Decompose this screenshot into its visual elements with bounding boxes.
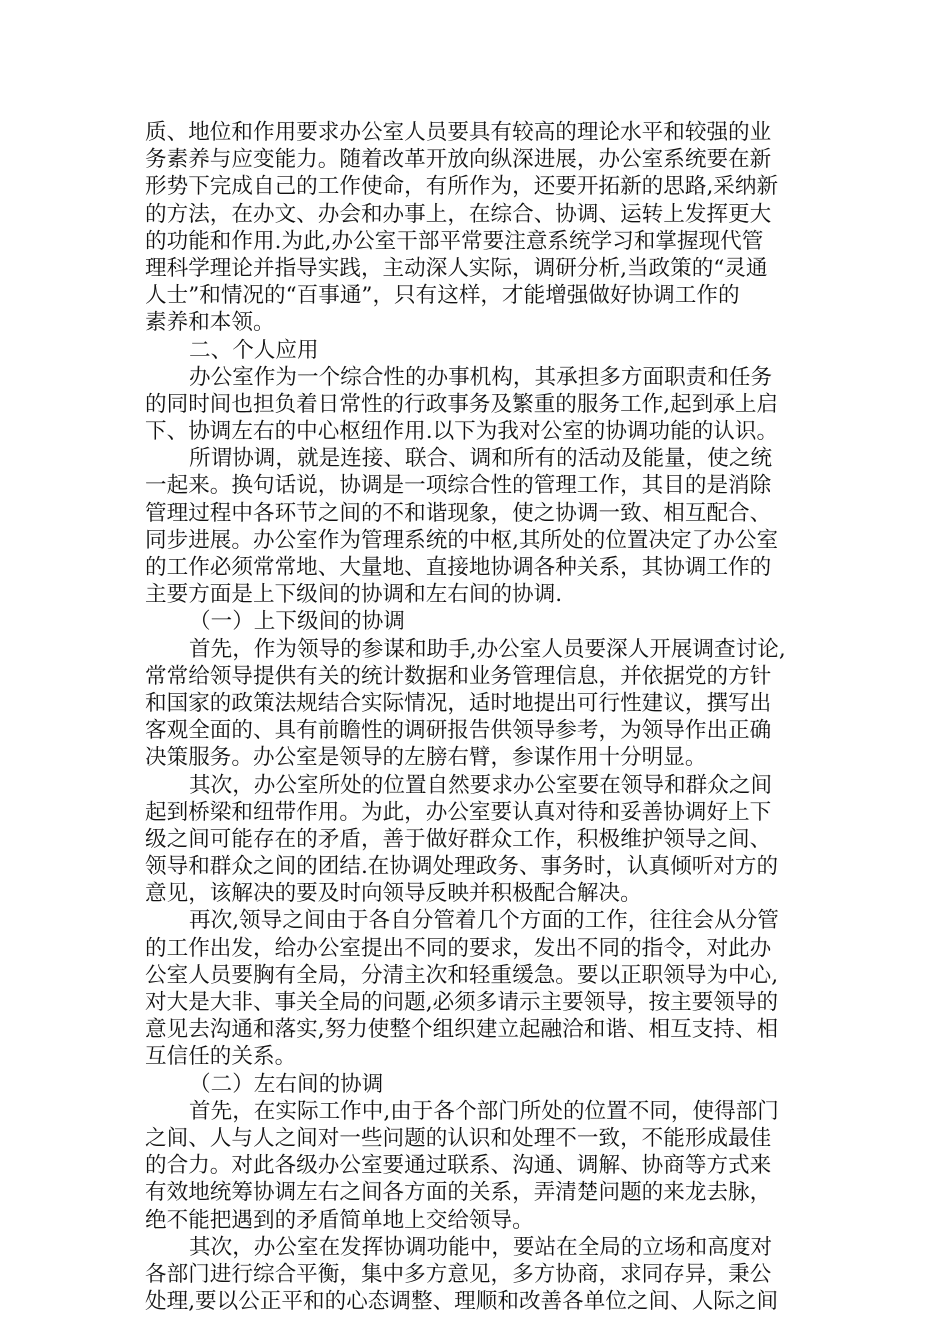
document-body bbox=[145, 119, 813, 1315]
paragraph-first-line: 二、个人应用 bbox=[189, 337, 319, 363]
text-line: 起到桥梁和纽带作用。为此，办公室要认真对待和妥善协调好上下 bbox=[145, 799, 772, 825]
paragraph-first-line: 办公室作为一个综合性的办事机构，其承担多方面职责和任务 bbox=[189, 364, 773, 390]
text-line: 的工作必须常常地、大量地、直接地协调各种关系，其协调工作的 bbox=[145, 555, 772, 580]
text-line: 的合力。对此各级办公室要通过联系、沟通、调解、协商等方式来 bbox=[145, 1153, 772, 1179]
text-line: 的功能和作用.为此,办公室干部平常要注意系统学习和掌握现代管 bbox=[145, 228, 764, 254]
text-line: 客观全面的、具有前瞻性的调研报告供领导参考，为领导作出正确 bbox=[145, 718, 772, 744]
text-line: 常常给领导提供有关的统计数据和业务管理信息，并依据党的方针 bbox=[145, 663, 772, 689]
text-line: 主要方面是上下级间的协调和左右间的协调. bbox=[145, 582, 563, 608]
text-line: 素养和本领。 bbox=[145, 310, 275, 336]
paragraph-first-line: 所谓协调，就是连接、联合、调和所有的活动及能量，使之统 bbox=[189, 446, 773, 472]
text-line: 理科学理论并指导实践，主动深人实际，调研分析,当政策的“灵通 bbox=[145, 255, 768, 281]
text-line: 处理,要以公正平和的心态调整、理顺和改善各单位之间、人际之间 bbox=[145, 1289, 779, 1315]
text-line: 有效地统筹协调左右之间各方面的关系，弄清楚问题的来龙去脉， bbox=[145, 1180, 772, 1206]
paragraph-first-line: 首先，作为领导的参谋和助手,办公室人员要深人开展调查讨论, bbox=[189, 636, 786, 662]
text-line: 同步进展。办公室作为管理系统的中枢,其所处的位置决定了办公室 bbox=[145, 527, 779, 553]
text-line: 一起来。换句话说，协调是一项综合性的管理工作，其目的是消除 bbox=[145, 473, 772, 499]
text-line: 人士”和情况的“百事通”，只有这样，才能增强做好协调工作的 bbox=[145, 283, 740, 309]
text-line: 级之间可能存在的矛盾，善于做好群众工作，积极维护领导之间、 bbox=[145, 826, 772, 852]
text-line: 对大是大非、事关全局的问题,必须多请示主要领导，按主要领导的 bbox=[145, 990, 779, 1015]
paragraph-first-line: （二）左右间的协调 bbox=[189, 1071, 384, 1097]
paragraph-first-line: 其次，办公室在发挥协调功能中，要站在全局的立场和高度对 bbox=[189, 1234, 773, 1260]
text-line: 形势下完成自己的工作使命，有所作为，还要开拓新的思路,采纳新 bbox=[145, 174, 779, 200]
text-line: 互信任的关系。 bbox=[145, 1044, 297, 1070]
text-line: 和国家的政策法规结合实际情况，适时地提出可行性建议，撰写出 bbox=[145, 690, 772, 716]
text-line: 质、地位和作用要求办公室人员要具有较高的理论水平和较强的业 bbox=[145, 120, 772, 145]
text-line: 之间、人与人之间对一些问题的认识和处理不一致，不能形成最佳 bbox=[145, 1125, 772, 1151]
text-line: 领导和群众之间的团结.在协调处理政务、事务时，认真倾听对方的 bbox=[145, 854, 779, 880]
text-line: 管理过程中各环节之间的不和谐现象，使之协调一致、相互配合、 bbox=[145, 500, 772, 526]
paragraph-first-line: （一）上下级间的协调 bbox=[189, 609, 405, 635]
text-line: 公室人员要胸有全局，分清主次和轻重缓急。要以正职领导为中心, bbox=[145, 962, 779, 988]
text-line: 各部门进行综合平衡，集中多方意见，多方协商，求同存异，秉公 bbox=[145, 1261, 772, 1287]
text-line: 意见去沟通和落实,努力使整个组织建立起融洽和谐、相互支持、相 bbox=[145, 1017, 779, 1043]
paragraph-first-line: 首先，在实际工作中,由于各个部门所处的位置不同，使得部门 bbox=[189, 1098, 779, 1124]
paragraph-first-line: 其次，办公室所处的位置自然要求办公室要在领导和群众之间 bbox=[189, 772, 773, 798]
text-line: 务素养与应变能力。随着改革开放向纵深进展，办公室系统要在新 bbox=[145, 147, 772, 173]
text-line: 的同时间也担负着日常性的行政事务及繁重的服务工作,起到承上启 bbox=[145, 391, 779, 417]
text-line: 的工作出发，给办公室提出不同的要求，发出不同的指令，对此办 bbox=[145, 935, 772, 961]
paragraph-first-line: 再次,领导之间由于各自分管着几个方面的工作，往往会从分管 bbox=[189, 908, 779, 934]
text-line: 的方法，在办文、办会和办事上，在综合、协调、运转上发挥更大 bbox=[145, 201, 772, 227]
text-line: 决策服务。办公室是领导的左膀右臂，参谋作用十分明显。 bbox=[145, 745, 707, 771]
text-line: 意见，该解决的要及时向领导反映并积极配合解决。 bbox=[145, 881, 642, 907]
text-line: 绝不能把遇到的矛盾简单地上交给领导。 bbox=[145, 1207, 534, 1233]
text-line: 下、协调左右的中心枢纽作用.以下为我对公室的协调功能的认识。 bbox=[145, 419, 779, 445]
